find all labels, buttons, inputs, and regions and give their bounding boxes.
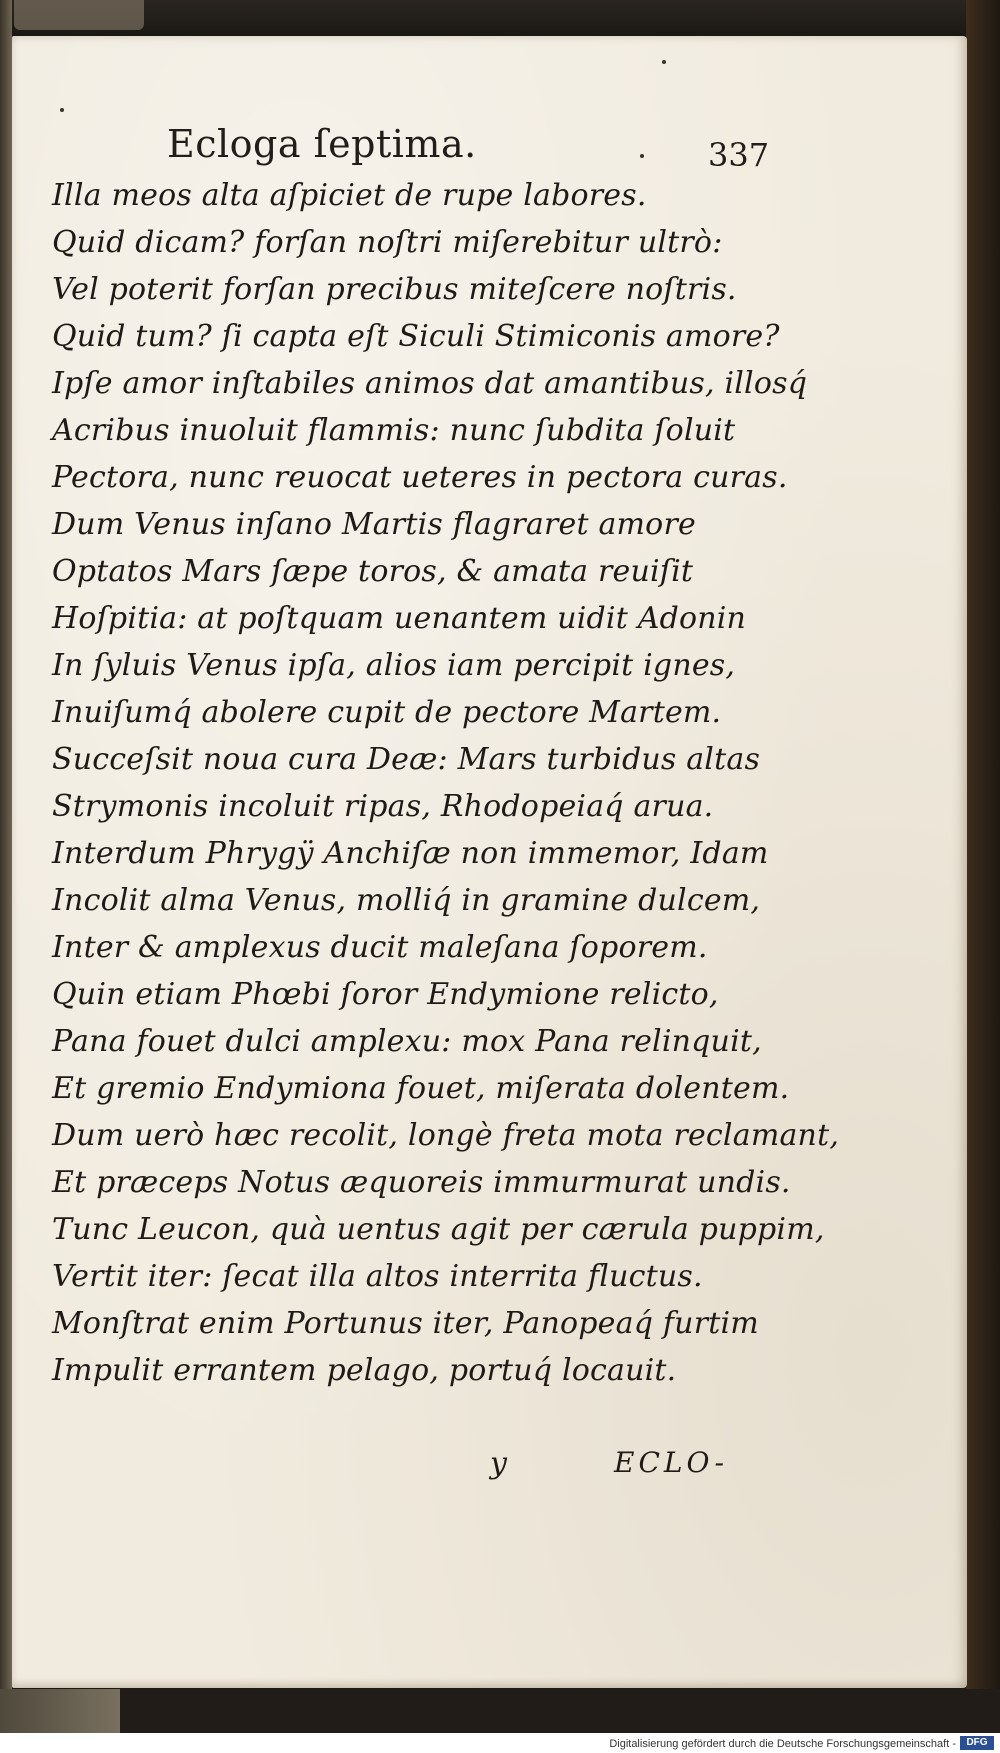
verse-line: Et præceps Notus æquoreis immurmurat undis. — [52, 1165, 791, 1200]
binding-left-edge — [0, 0, 12, 1753]
bottom-binding-tab — [0, 1689, 120, 1735]
verse-line: Monſtrat enim Portunus iter, Panopeaq́ furtim — [52, 1306, 759, 1341]
verse-line: Inter & amplexus ducit maleſana ſoporem. — [52, 930, 708, 965]
verse-line: Et gremio Endymiona fouet, miſerata dolentem. — [52, 1071, 790, 1106]
verse-line: Succeſsit noua cura Deæ: Mars turbidus altas — [52, 742, 761, 777]
verse-line: Inuiſumq́ abolere cupit de pectore Martem. — [52, 695, 722, 730]
dfg-logo: DFG — [960, 1736, 994, 1750]
verse-line: Optatos Mars ſæpe toros, & amata reuiſit — [52, 554, 694, 589]
verse-line: Dum Venus inſano Martis flagraret amore — [52, 507, 696, 542]
binding-tab — [14, 0, 144, 30]
verse-line: Vertit iter: ſecat illa altos interrita fluctus. — [52, 1259, 703, 1294]
verse-line: Strymonis incoluit ripas, Rhodopeiaq́ arua. — [52, 789, 714, 824]
verse-line: Interdum Phrygÿ Anchiſæ non immemor, Idam — [52, 836, 769, 871]
verse-line: Dum uerò hæc recolit, longè freta mota reclamant, — [52, 1118, 840, 1153]
catchword: ECLO- — [614, 1446, 728, 1479]
digitization-credit: Digitalisierung gefördert durch die Deutsche Forschungsgemeinschaft - — [609, 1738, 956, 1750]
verse-line: Impulit errantem pelago, portuq́ locauit. — [52, 1353, 677, 1388]
verse-line: Quid tum? ſi capta eſt Siculi Stimiconis amore? — [52, 319, 780, 354]
verse-line: Pectora, nunc reuocat ueteres in pectora curas. — [52, 460, 788, 495]
book-right-edge — [966, 0, 1000, 1753]
running-title: Ecloga ſeptima. — [167, 122, 477, 166]
paper-speck — [60, 108, 64, 112]
verse-line: Acribus inuoluit flammis: nunc ſubdita ſoluit — [52, 413, 736, 448]
verse-line: Ipſe amor inſtabiles animos dat amantibus, illosq́ — [52, 366, 808, 401]
verse-line: Hoſpitia: at poſtquam uenantem uidit Adonin — [52, 601, 747, 636]
signature-mark: y — [490, 1446, 507, 1481]
verse-line: Pana fouet dulci amplexu: mox Pana relinquit, — [52, 1024, 762, 1059]
verse-line: Incolit alma Venus, molliq́ in gramine dulcem, — [52, 883, 761, 918]
verse-line: Quid dicam? forſan noſtri miſerebitur ultrò: — [52, 225, 723, 260]
footer-strip — [0, 1733, 1000, 1753]
verse-line: Tunc Leucon, quà uentus agit per cærula puppim, — [52, 1212, 825, 1247]
paper-speck — [662, 60, 666, 64]
verse-line: Illa meos alta aſpiciet de rupe labores. — [52, 178, 647, 213]
paper-page — [12, 36, 967, 1688]
verse-line: In ſyluis Venus ipſa, alios iam percipit ignes, — [52, 648, 736, 683]
page-number: 337 — [708, 136, 770, 174]
verse-line: Quin etiam Phœbi ſoror Endymione relicto, — [52, 977, 719, 1012]
paper-speck — [640, 154, 644, 158]
verse-line: Vel poterit forſan precibus miteſcere noſtris. — [52, 272, 737, 307]
binding-top-edge — [0, 0, 1000, 36]
